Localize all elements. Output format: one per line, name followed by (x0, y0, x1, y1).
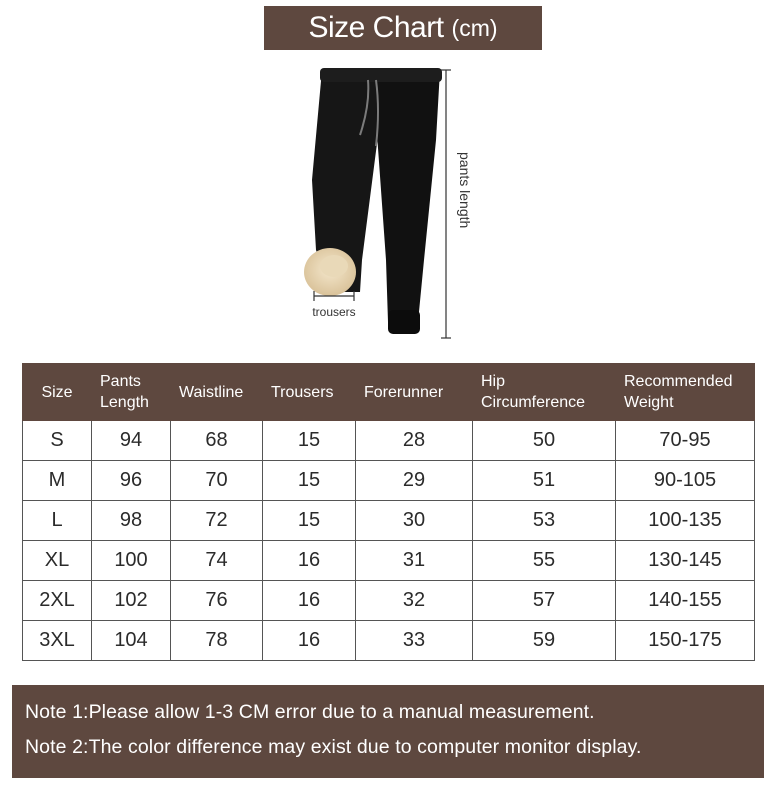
cell-waistline: 70 (171, 461, 263, 501)
size-table (22, 363, 755, 661)
cell-pants-length: 96 (92, 461, 171, 501)
cell-weight: 150-175 (616, 621, 755, 661)
table-row (23, 621, 755, 661)
cell-forerunner: 31 (356, 541, 473, 581)
cell-hip: 57 (473, 581, 616, 621)
cell-hip: 55 (473, 541, 616, 581)
header-pants-length: Pants Length (92, 364, 171, 421)
cell-weight: 100-135 (616, 501, 755, 541)
cell-hip: 59 (473, 621, 616, 661)
pants-right-leg (376, 70, 440, 322)
header-hip-circumference: Hip Circumference (473, 364, 616, 421)
cell-size: 2XL (23, 581, 92, 621)
trousers-label: trousers (312, 305, 356, 319)
cell-trousers: 15 (263, 461, 356, 501)
cell-size: XL (23, 541, 92, 581)
cell-weight: 90-105 (616, 461, 755, 501)
size-chart-title (264, 6, 542, 50)
table-row (23, 581, 755, 621)
cell-hip: 51 (473, 461, 616, 501)
note-2: Note 2:The color difference may exist due to computer monitor display. (25, 736, 642, 758)
cell-pants-length: 104 (92, 621, 171, 661)
header-recommended-weight: Recommended Weight (616, 364, 755, 421)
cell-forerunner: 29 (356, 461, 473, 501)
table-row (23, 501, 755, 541)
cell-size: 3XL (23, 621, 92, 661)
cell-waistline: 78 (171, 621, 263, 661)
cell-size: S (23, 421, 92, 461)
cell-forerunner: 32 (356, 581, 473, 621)
pants-cuff (388, 310, 420, 334)
pants-waistband (320, 68, 442, 82)
cell-waistline: 76 (171, 581, 263, 621)
cell-pants-length: 94 (92, 421, 171, 461)
cell-waistline: 74 (171, 541, 263, 581)
cell-pants-length: 100 (92, 541, 171, 581)
cell-size: L (23, 501, 92, 541)
cell-hip: 50 (473, 421, 616, 461)
table-row (23, 421, 755, 461)
cell-weight: 130-145 (616, 541, 755, 581)
cell-waistline: 72 (171, 501, 263, 541)
cell-pants-length: 98 (92, 501, 171, 541)
title-unit: (cm) (451, 14, 498, 41)
cell-trousers: 16 (263, 621, 356, 661)
cell-trousers: 16 (263, 581, 356, 621)
cell-forerunner: 28 (356, 421, 473, 461)
pants-illustration (290, 60, 490, 350)
cell-trousers: 15 (263, 421, 356, 461)
title-text: Size Chart (308, 11, 444, 44)
pants-length-label: pants length (457, 152, 473, 229)
cell-forerunner: 30 (356, 501, 473, 541)
table-header-row (23, 364, 755, 421)
header-size: Size (23, 364, 92, 421)
cell-trousers: 15 (263, 501, 356, 541)
cell-weight: 70-95 (616, 421, 755, 461)
cell-weight: 140-155 (616, 581, 755, 621)
cell-hip: 53 (473, 501, 616, 541)
cell-size: M (23, 461, 92, 501)
cell-waistline: 68 (171, 421, 263, 461)
header-waistline: Waistline (171, 364, 263, 421)
notes-box (12, 685, 764, 778)
cell-trousers: 16 (263, 541, 356, 581)
header-trousers: Trousers (263, 364, 356, 421)
header-forerunner: Forerunner (356, 364, 473, 421)
table-row (23, 541, 755, 581)
note-1: Note 1:Please allow 1-3 CM error due to a manual measurement. (25, 701, 595, 723)
table-row (23, 461, 755, 501)
cell-forerunner: 33 (356, 621, 473, 661)
cell-pants-length: 102 (92, 581, 171, 621)
